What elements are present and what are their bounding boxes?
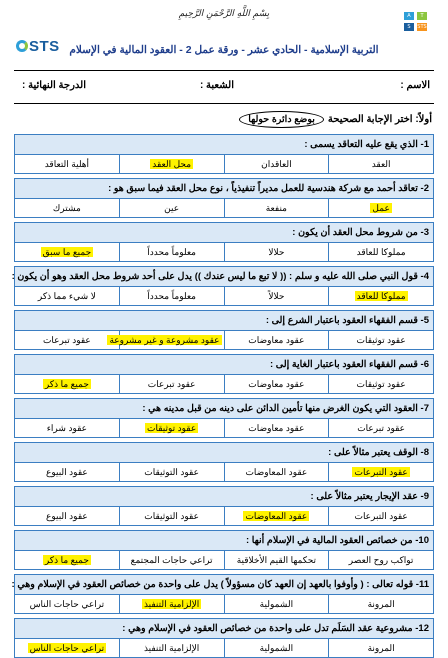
sts-logo: STS [16,38,60,55]
option-cell[interactable] [224,375,329,394]
option-cell[interactable] [119,507,224,526]
name-label: الاسم : [400,80,430,91]
option-cell[interactable] [119,551,224,570]
question-text: 6- قسم الفقهاء العقود باعتبار الغاية إلى : [15,355,434,375]
option-label: تراعي حاجات الناس [29,598,105,609]
option-cell[interactable] [119,595,224,614]
question-row [15,135,434,155]
option-cell[interactable] [119,155,224,174]
question-text: 12- مشروعية عقد السَلَم تدل على واحدة من خصائص العقود في الإسلام وهي : [15,619,434,639]
option-label: معلوماً محدداً [147,246,196,257]
basmala: بِسْمِ اللَّهِ الرَّحْمَنِ الرَّحِيمِ [178,9,270,19]
option-label: عقود تبرعات [357,422,406,433]
option-label: تحكمها القيم الأخلاقية [236,554,317,565]
option-cell[interactable] [329,199,434,218]
options-row [15,463,434,482]
option-label: عقود معاوضات [248,378,305,389]
option-label: عقود المعاوضات [245,466,308,477]
option-cell[interactable] [329,331,434,350]
option-label: عقود توثيقات [356,378,406,389]
option-label: عقود توثيقات [356,334,406,345]
option-cell[interactable] [224,155,329,174]
correct-answer: عقود التبرعات [354,466,408,477]
option-cell[interactable] [15,463,120,482]
option-cell[interactable] [119,199,224,218]
instruction [239,111,432,128]
block-0: A [404,12,414,20]
question-text: 1- الذي يقع عليه التعاقد يسمى : [15,135,434,155]
correct-answer: جميع ما ذكر [44,378,89,389]
option-cell[interactable] [224,551,329,570]
option-cell[interactable] [119,375,224,394]
question-row [15,311,434,331]
option-label: عقود تبرعات [147,378,196,389]
option-label: عقود البيوع [45,510,88,521]
option-cell[interactable] [15,287,120,306]
question-text: 3- من شروط محل العقد أن يكون : [15,223,434,243]
option-cell[interactable] [15,375,120,394]
question-row [15,399,434,419]
instruction-text: أولاً: اختر الإجابة الصحيحة [327,114,432,125]
option-label: منفعة [265,202,287,213]
correct-answer: عمل [372,202,390,213]
instruction-oval: بوضع دائرة حولها [239,111,324,128]
option-cell[interactable] [15,155,120,174]
option-cell[interactable] [329,375,434,394]
question-row [15,619,434,639]
options-row [15,287,434,306]
options-row [15,243,434,262]
option-cell[interactable] [15,639,120,658]
correct-answer: مملوكا للعاقد [356,290,406,301]
question-row [15,487,434,507]
question-text: 8- الوقف يعتبر مثالاً على : [15,443,434,463]
correct-answer: جميع ما سبق [42,246,92,257]
option-cell[interactable] [224,243,329,262]
option-cell[interactable] [15,243,120,262]
options-row [15,551,434,570]
option-label: تواكب روح العصر [348,554,414,565]
question-text: 11- قوله تعالى : ( وأوفوا بالعهد إن العهد كان مسؤولاً ) يدل على واحدة من خصائص العقود في الإسلام وهي : [15,575,434,595]
options-row [15,639,434,658]
question-row [15,223,434,243]
option-label: عقود التوثيقات [144,510,199,521]
questions-table [11,134,434,658]
division-label: الشعبة : [199,80,234,91]
correct-answer: جميع ما ذكر [44,554,89,565]
question-row [15,355,434,375]
option-cell[interactable] [15,551,120,570]
worksheet [11,8,434,653]
option-label: عقود التبرعات [354,510,408,521]
option-label: عقود معاوضات [248,422,305,433]
worksheet-title: التربية الإسلامية - الحادي عشر - ورقة عمل 2 - العقود المالية في الإسلام [69,44,379,56]
block-2: S [404,23,414,31]
question-text: 5- قسم الفقهاء العقود باعتبار الشرع إلى : [15,311,434,331]
option-cell[interactable] [15,199,120,218]
option-cell[interactable] [329,507,434,526]
correct-answer: محل العقد [152,158,192,169]
options-row [15,375,434,394]
option-label: لا شيء مما ذكر [37,290,96,301]
option-cell[interactable] [109,331,224,350]
option-label: عين [164,202,180,213]
option-cell[interactable] [224,199,329,218]
correct-answer: عقود مشروعة و غير مشروعة [109,334,220,345]
option-label: العاقدان [261,158,292,169]
alphabet-blocks-icon [404,12,430,34]
option-label: حلالاً [268,290,285,301]
block-3: STS [417,24,427,30]
question-text: 7- العقود التي يكون الغرض منها تأمين الدائن على دينه من قبل مدينه هي : [15,399,434,419]
option-label: حلالا [268,246,285,257]
options-row [15,507,434,526]
grade-label: الدرجة النهائية : [22,80,86,91]
option-cell[interactable] [119,287,224,306]
options-row [15,155,434,174]
question-row [15,531,434,551]
option-label: مملوكا للعاقد [356,246,406,257]
option-label: عقود التوثيقات [144,466,199,477]
question-row [15,443,434,463]
options-row [15,595,434,614]
question-text: 4- قول النبي صلى الله عليه و سلم : (( لا تبع ما ليس عندك )) يدل على أحد شروط محل العقد وهو أن يكون : [15,267,434,287]
option-label: أهلية التعاقد [44,158,90,169]
option-label: عقود شراء [46,422,88,433]
option-label: المرونة [367,598,395,609]
option-cell[interactable] [224,639,329,658]
question-row [15,179,434,199]
option-label: معلوماً محدداً [147,290,196,301]
option-cell[interactable] [329,551,434,570]
question-text: 10- من خصائص العقود المالية في الإسلام أنها : [15,531,434,551]
option-label: تراعي حاجات المجتمع [130,554,213,565]
option-cell[interactable] [329,243,434,262]
option-cell[interactable] [15,507,120,526]
student-info-bar [14,70,434,104]
option-label: عقود معاوضات [248,334,305,345]
question-row [15,267,434,287]
option-cell[interactable] [119,419,224,438]
option-label: عقود تبرعات [42,334,91,345]
option-cell[interactable] [119,463,224,482]
option-label: عقود البيوع [45,466,88,477]
option-cell[interactable] [15,595,120,614]
option-cell[interactable] [329,463,434,482]
correct-answer: عقود توثيقات [147,422,197,433]
question-text: 2- تعاقد أحمد مع شركة هندسية للعمل مديراً تنفيذياً ، نوع محل العقد فيما سبق هو : [15,179,434,199]
correct-answer: تراعي حاجات الناس [29,642,105,653]
option-cell[interactable] [224,595,329,614]
option-label: المرونة [367,642,395,653]
option-cell[interactable] [224,463,329,482]
option-cell[interactable] [119,639,224,658]
correct-answer: الإلزامية التنفيذ [143,598,200,609]
correct-answer: عقود المعاوضات [245,510,308,521]
option-cell[interactable] [329,639,434,658]
option-cell[interactable] [119,243,224,262]
option-cell[interactable] [329,155,434,174]
option-label: الشمولية [259,598,294,609]
option-label: الشمولية [259,642,294,653]
question-text: 9- عقد الإيجار يعتبر مثالاً على : [15,487,434,507]
question-row [15,575,434,595]
option-cell[interactable] [329,287,434,306]
option-label: مشترك [52,202,81,213]
option-cell[interactable] [224,507,329,526]
options-row [15,199,434,218]
option-cell[interactable] [15,331,120,350]
option-cell[interactable] [329,419,434,438]
options-row [15,331,434,350]
option-cell[interactable] [329,595,434,614]
option-label: العقد [371,158,391,169]
option-cell[interactable] [224,419,329,438]
block-1: T [417,12,427,20]
option-cell[interactable] [15,419,120,438]
options-row [15,419,434,438]
option-cell[interactable] [224,287,329,306]
option-label: الإلزامية التنفيذ [143,642,200,653]
header [14,8,434,70]
option-cell[interactable] [224,331,329,350]
